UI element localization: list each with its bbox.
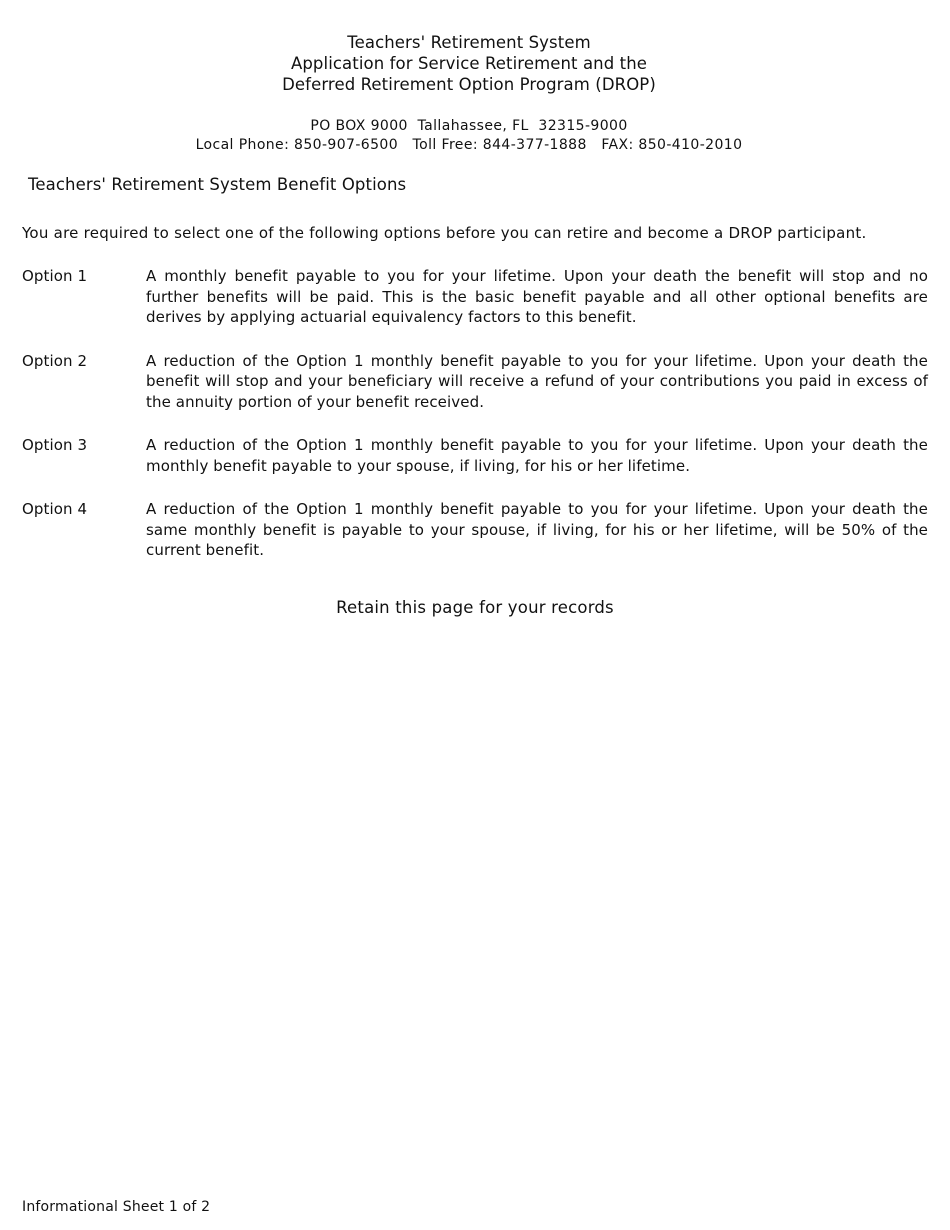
document-header — [0, 32, 938, 95]
option-item — [22, 351, 928, 413]
option-label: Option 3 — [22, 436, 88, 454]
retain-note: Retain this page for your records — [336, 598, 614, 617]
option-item — [22, 435, 928, 476]
option-description: A reduction of the Option 1 monthly benefit payable to you for your lifetime. Upon your death the same monthly benefit is payable to your spouse, if living, for his or her lifetime, will be 50% of the current benefit. — [146, 500, 928, 559]
header-title: Teachers' Retirement System — [347, 33, 591, 52]
page-footer: Informational Sheet 1 of 2 — [22, 1199, 211, 1215]
option-description: A reduction of the Option 1 monthly benefit payable to you for your lifetime. Upon your death the monthly benefit payable to your spouse, if living, for his or her lifetime. — [146, 436, 928, 475]
header-subtitle: Application for Service Retirement and the — [290, 54, 648, 73]
header-program-name: Deferred Retirement Option Program (DROP) — [282, 75, 656, 94]
option-label: Option 1 — [22, 267, 88, 285]
options-list — [22, 266, 928, 584]
option-description: A monthly benefit payable to you for your lifetime. Upon your death the benefit will stop and no further benefits will be paid. This is the basic benefit payable and all other optional benefits are derives by applying actuarial equivalency factors to this benefit. — [146, 267, 928, 326]
option-item — [22, 499, 928, 561]
intro-paragraph: You are required to select one of the following options before you can retire and become a DROP participant. — [22, 224, 867, 242]
option-label: Option 4 — [22, 500, 88, 518]
option-description: A reduction of the Option 1 monthly benefit payable to you for your lifetime. Upon your death the benefit will stop and your beneficiary will receive a refund of your contributions you paid in excess of the annuity portion of your benefit received. — [146, 351, 928, 411]
contact-block — [0, 117, 938, 155]
section-heading: Teachers' Retirement System Benefit Options — [28, 175, 407, 194]
option-item — [22, 266, 928, 328]
phone-numbers: Local Phone: 850-907-6500 Toll Free: 844-377-1888 FAX: 850-410-2010 — [195, 137, 743, 153]
option-label: Option 2 — [22, 351, 88, 370]
mailing-address: PO BOX 9000 Tallahassee, FL 32315-9000 — [310, 118, 628, 134]
